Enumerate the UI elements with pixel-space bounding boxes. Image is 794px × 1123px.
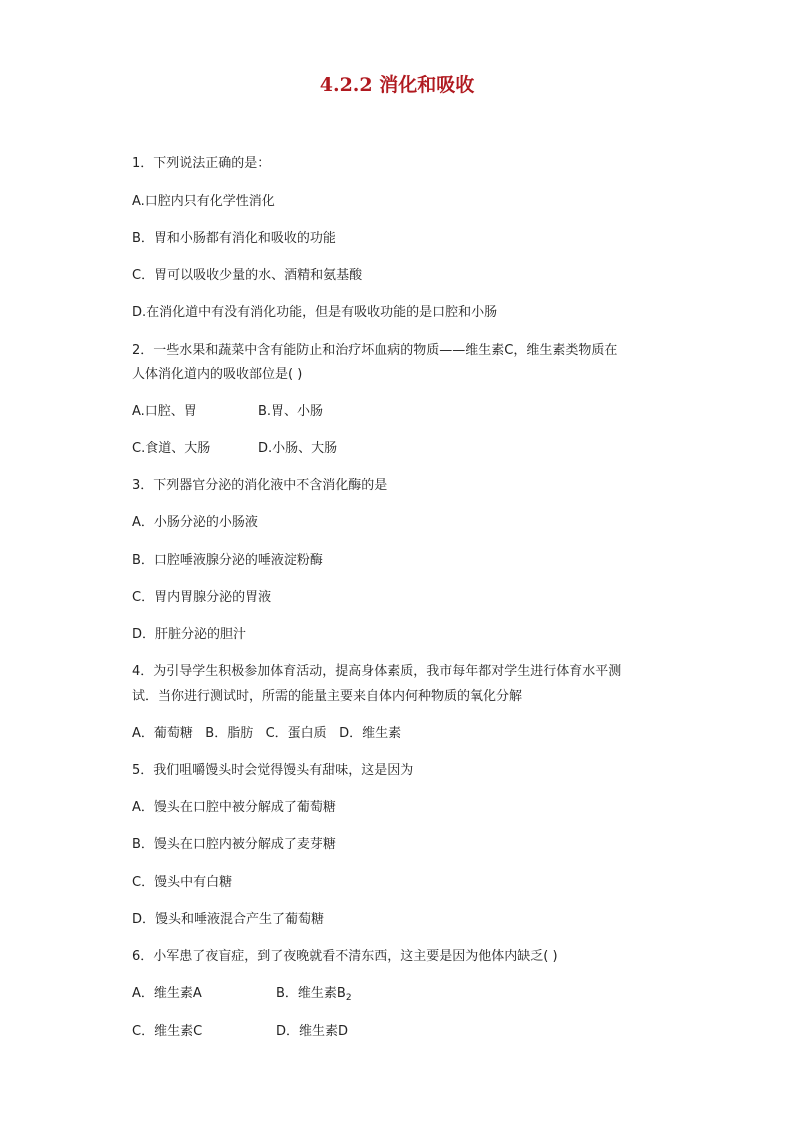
- question-6-option-d: D．维生素D: [276, 1024, 349, 1039]
- question-3-option-c: C．胃内胃腺分泌的胃液: [132, 590, 272, 605]
- question-5-option-d: D．馒头和唾液混合产生了葡萄糖: [132, 912, 325, 927]
- question-6-option-a: A．维生素A: [132, 986, 202, 1001]
- question-5-option-b: B．馒头在口腔内被分解成了麦芽糖: [132, 837, 336, 852]
- question-4-stem-line-1: 4．为引导学生积极参加体育活动，提高身体素质，我市每年都对学生进行体育水平测: [132, 664, 622, 679]
- question-2-stem-line-1: 2．一些水果和蔬菜中含有能防止和治疗坏血病的物质——维生素C，维生素类物质在: [132, 343, 618, 358]
- question-2-stem-line-2: 人体消化道内的吸收部位是( ): [132, 367, 303, 382]
- question-2-option-c: C.食道、大肠: [132, 441, 211, 456]
- question-4-options: A．葡萄糖 B．脂肪 C．蛋白质 D．维生素: [132, 726, 402, 741]
- question-4-stem-line-2: 试．当你进行测试时，所需的能量主要来自体内何种物质的氧化分解: [132, 689, 523, 704]
- question-1-stem: 1．下列说法正确的是：: [132, 156, 271, 171]
- question-3-option-d: D．肝脏分泌的胆汁: [132, 627, 247, 642]
- question-1-option-c: C．胃可以吸收少量的水、酒精和氨基酸: [132, 268, 363, 283]
- question-6-option-b: [276, 986, 352, 1002]
- question-6-stem: 6．小军患了夜盲症，到了夜晚就看不清东西，这主要是因为他体内缺乏( ): [132, 949, 558, 964]
- question-2-option-a: A.口腔、胃: [132, 404, 197, 419]
- question-3-option-b: B．口腔唾液腺分泌的唾液淀粉酶: [132, 553, 323, 568]
- question-5-option-a: A．馒头在口腔中被分解成了葡萄糖: [132, 800, 336, 815]
- question-6-option-b-subscript: 2: [345, 993, 352, 1003]
- question-1-option-a: A.口腔内只有化学性消化: [132, 194, 275, 209]
- question-1-option-b: B．胃和小肠都有消化和吸收的功能: [132, 231, 336, 246]
- question-5-option-c: C．馒头中有白糖: [132, 875, 233, 890]
- page-title: 4.2.2 消化和吸收: [319, 74, 475, 96]
- question-5-stem: 5．我们咀嚼馒头时会觉得馒头有甜味，这是因为: [132, 763, 414, 778]
- question-2-option-b: B.胃、小肠: [258, 404, 324, 419]
- question-1-option-d: D.在消化道中有没有消化功能，但是有吸收功能的是口腔和小肠: [132, 305, 498, 320]
- question-6-option-b-text: B．维生素B: [276, 986, 346, 1001]
- question-2-option-d: D.小肠、大肠: [258, 441, 338, 456]
- question-6-option-c: C．维生素C: [132, 1024, 203, 1039]
- question-3-stem: 3．下列器官分泌的消化液中不含消化酶的是: [132, 478, 388, 493]
- question-3-option-a: A．小肠分泌的小肠液: [132, 515, 258, 530]
